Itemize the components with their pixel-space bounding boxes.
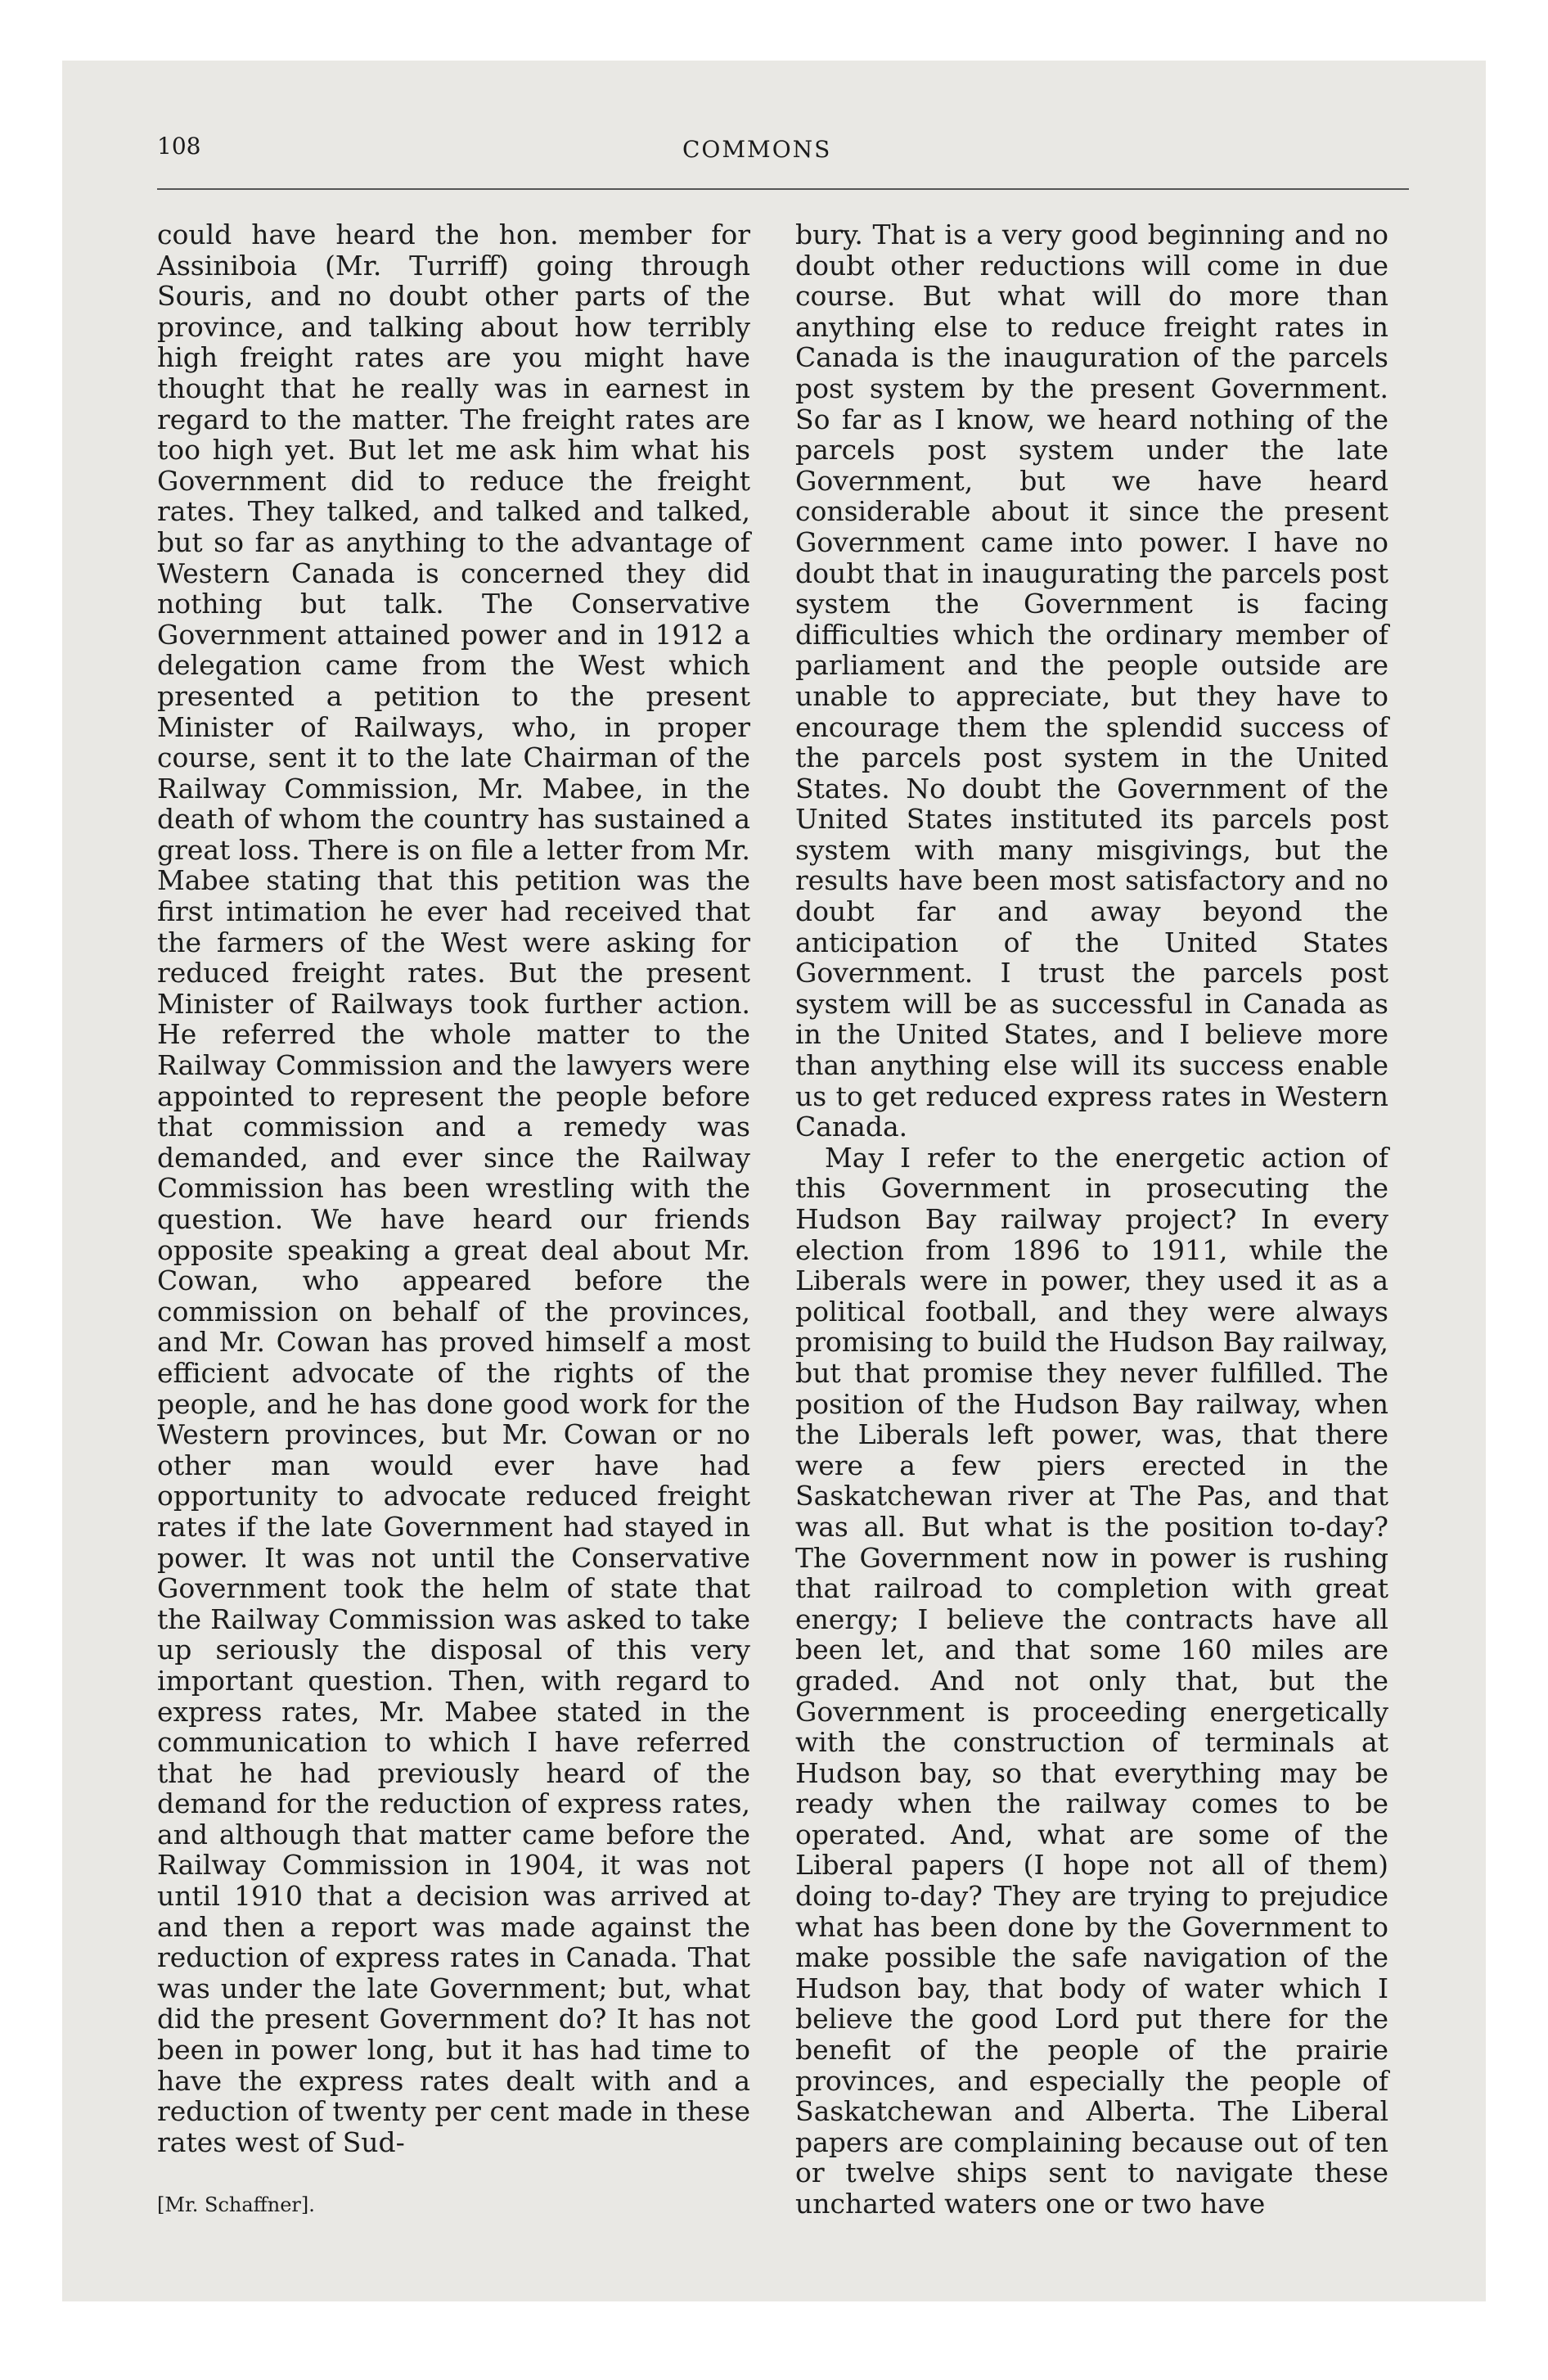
- speaker-tag: [Mr. Schaffner].: [157, 2193, 315, 2216]
- hansard-page: [157, 121, 1409, 2220]
- left-column: [157, 219, 750, 2157]
- page-number: 108: [157, 133, 201, 160]
- paragraph: bury. That is a very good beginning and no doubt other reductions will come in due course. But what will do more than anything else to reduce freight rates in Canada is the inauguration of the parcels post system by the present Government. So far as I know, we heard nothing of the parcels post system under the late Government, but we have heard considerable about it since the present Government came into power. I have no doubt that in inaugurating the parcels post system the Government is facing difficulties which the ordinary member of parliament and the people outside are unable to appreciate, but they have to encourage them the splendid success of the parcels post system in the United States. No doubt the Government of the United States instituted its parcels post system with many misgivings, but the results have been most satisfactory and no doubt far and away beyond the anticipation of the United States Government. I trust the parcels post system will be as successful in Canada as in the United States, and I believe more than anything else will its success enable us to get reduced express rates in Western Canada.: [795, 219, 1388, 1143]
- running-head: [157, 121, 1409, 169]
- page-title: COMMONS: [682, 136, 832, 163]
- header-rule: [157, 188, 1409, 190]
- paragraph: May I refer to the energetic action of this Government in prosecuting the Hudson Bay railway project? In every election from 1896 to 1911, while the Liberals were in power, they used it as a political football, and they were always promising to build the Hudson Bay railway, but that promise they never fulfilled. The position of the Hudson Bay railway, when the Liberals left power, was, that there were a few piers erected in the Saskatchewan river at The Pas, and that was all. But what is the position to-day? The Government now in power is rushing that railroad to completion with great energy; I believe the contracts have all been let, and that some 160 miles are graded. And not only that, but the Government is proceeding energetically with the construction of terminals at Hudson bay, so that everything may be ready when the railway comes to be operated. And, what are some of the Liberal papers (I hope not all of them) doing to-day? They are trying to prejudice what has been done by the Government to make possible the safe navigation of the Hudson bay, that body of water which I believe the good Lord put there for the benefit of the people of the prairie provinces, and especially the people of Saskatchewan and Alberta. The Liberal papers are complaining because out of ten or twelve ships sent to navigate these uncharted waters one or two have: [795, 1141, 1388, 2220]
- paragraph: could have heard the hon. member for Assiniboia (Mr. Turriff) going through Souris, and no doubt other parts of the province, and talking about how terribly high freight rates are you might have thought that he really was in earnest in regard to the matter. The freight rates are too high yet. But let me ask him what his Government did to reduce the freight rates. They talked, and talked and talked, but so far as anything to the advantage of Western Canada is concerned they did nothing but talk. The Conservative Government attained power and in 1912 a delegation came from the West which presented a petition to the present Minister of Railways, who, in proper course, sent it to the late Chairman of the Railway Commission, Mr. Mabee, in the death of whom the country has sustained a great loss. There is on file a letter from Mr. Mabee stating that this petition was the first intimation he ever had received that the farmers of the West were asking for reduced freight rates. But the present Minister of Railways took further action. He referred the whole matter to the Railway Commission and the lawyers were appointed to represent the people before that commission and a remedy was demanded, and ever since the Railway Commission has been wrestling with the question. We have heard our friends opposite speaking a great deal about Mr. Cowan, who appeared before the commission on behalf of the provinces, and Mr. Cowan has proved himself a most efficient advocate of the rights of the people, and he has done good work for the Western provinces, but Mr. Cowan or no other man would ever have had opportunity to advocate reduced freight rates if the late Government had stayed in power. It was not until the Conservative Government took the helm of state that the Railway Commission was asked to take up seriously the disposal of this very important question. Then, with regard to express rates, Mr. Mabee stated in the communication to which I have referred that he had previously heard of the demand for the reduction of express rates, and although that matter came before the Railway Commission in 1904, it was not until 1910 that a decision was arrived at and then a report was made against the reduction of express rates in Canada. That was under the late Government; but, what did the present Government do? It has not been in power long, but it has had time to have the express rates dealt with and a reduction of twenty per cent made in these rates west of Sud-: [157, 219, 750, 2158]
- right-column: [795, 219, 1388, 2220]
